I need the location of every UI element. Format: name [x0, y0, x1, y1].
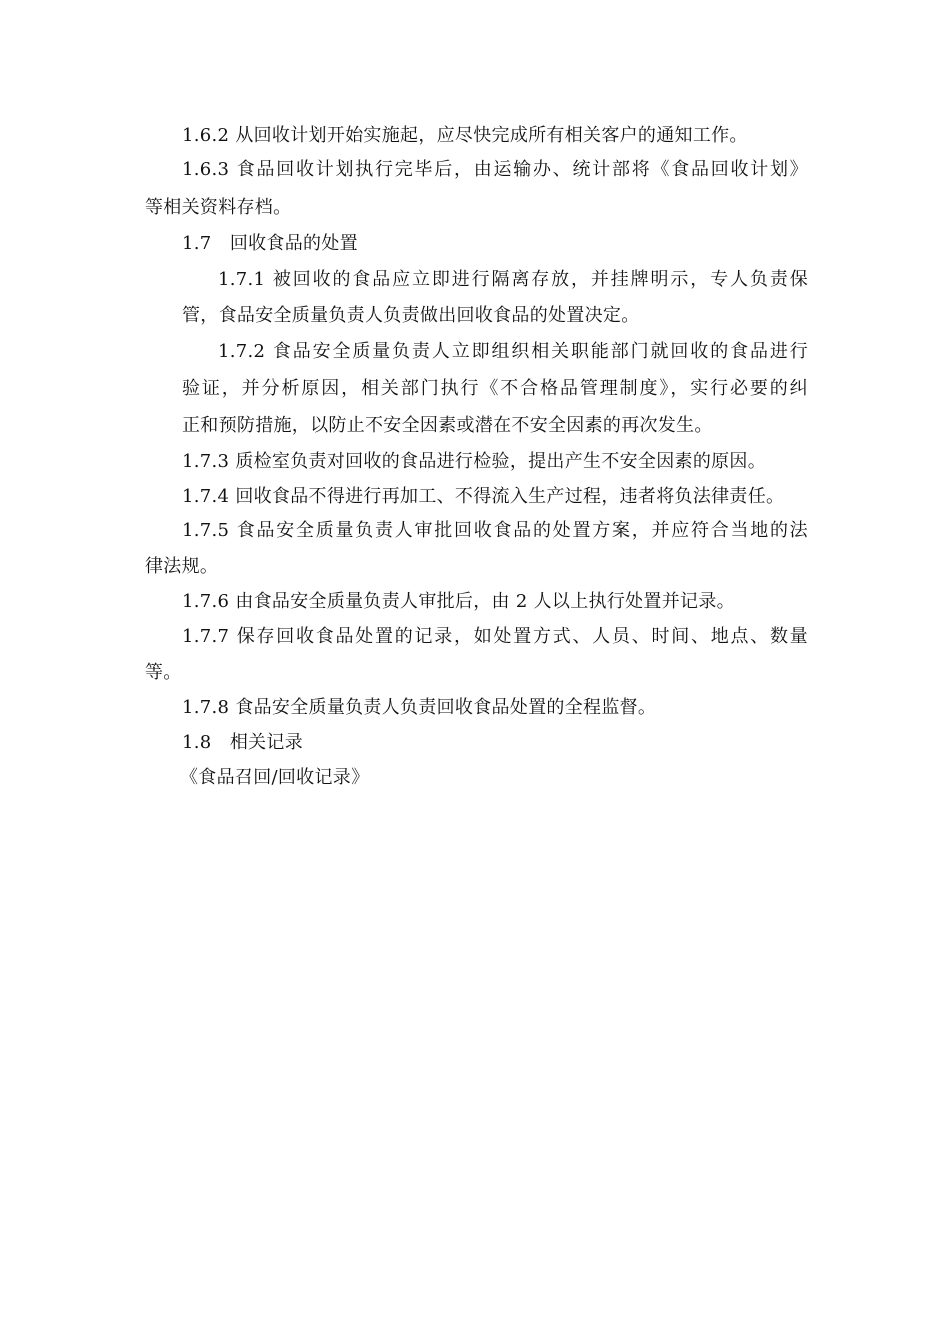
- clause-1-7-5-line-2: 律法规。: [145, 556, 219, 577]
- clause-1-7-5-line-1: 1.7.5 食品安全质量负责人审批回收食品的处置方案，并应符合当地的法: [182, 520, 808, 541]
- clause-1-7-7-line-1: 1.7.7 保存回收食品处置的记录，如处置方式、人员、时间、地点、数量: [182, 626, 808, 647]
- clause-1-7-6: 1.7.6 由食品安全质量负责人审批后，由 2 人以上执行处置并记录。: [182, 591, 735, 612]
- clause-1-7-4: 1.7.4 回收食品不得进行再加工、不得流入生产过程，违者将负法律责任。: [182, 486, 785, 507]
- record-form-title: 《食品召回/回收记录》: [180, 767, 370, 788]
- clause-1-7-2-line-2: 验证，并分析原因，相关部门执行《不合格品管理制度》，实行必要的纠: [182, 378, 808, 399]
- section-1-8-heading: 1.8 相关记录: [182, 732, 304, 753]
- clause-1-7-1-line-2: 管，食品安全质量负责人负责做出回收食品的处置决定。: [182, 305, 640, 326]
- clause-1-6-3-line-1: 1.6.3 食品回收计划执行完毕后，由运输办、统计部将《食品回收计划》: [182, 159, 808, 180]
- clause-1-7-2-line-1: 1.7.2 食品安全质量负责人立即组织相关职能部门就回收的食品进行: [218, 341, 808, 362]
- clause-1-7-1-line-1: 1.7.1 被回收的食品应立即进行隔离存放，并挂牌明示，专人负责保: [218, 269, 808, 290]
- clause-1-7-8: 1.7.8 食品安全质量负责人负责回收食品处置的全程监督。: [182, 697, 657, 718]
- clause-1-6-3-line-2: 等相关资料存档。: [145, 197, 292, 218]
- clause-1-7-3: 1.7.3 质检室负责对回收的食品进行检验，提出产生不安全因素的原因。: [182, 451, 767, 472]
- clause-1-7-2-line-3: 正和预防措施，以防止不安全因素或潜在不安全因素的再次发生。: [182, 415, 713, 436]
- clause-1-7-7-line-2: 等。: [145, 662, 182, 683]
- section-1-7-heading: 1.7 回收食品的处置: [182, 233, 358, 254]
- clause-1-6-2: 1.6.2 从回收计划开始实施起，应尽快完成所有相关客户的通知工作。: [182, 125, 748, 146]
